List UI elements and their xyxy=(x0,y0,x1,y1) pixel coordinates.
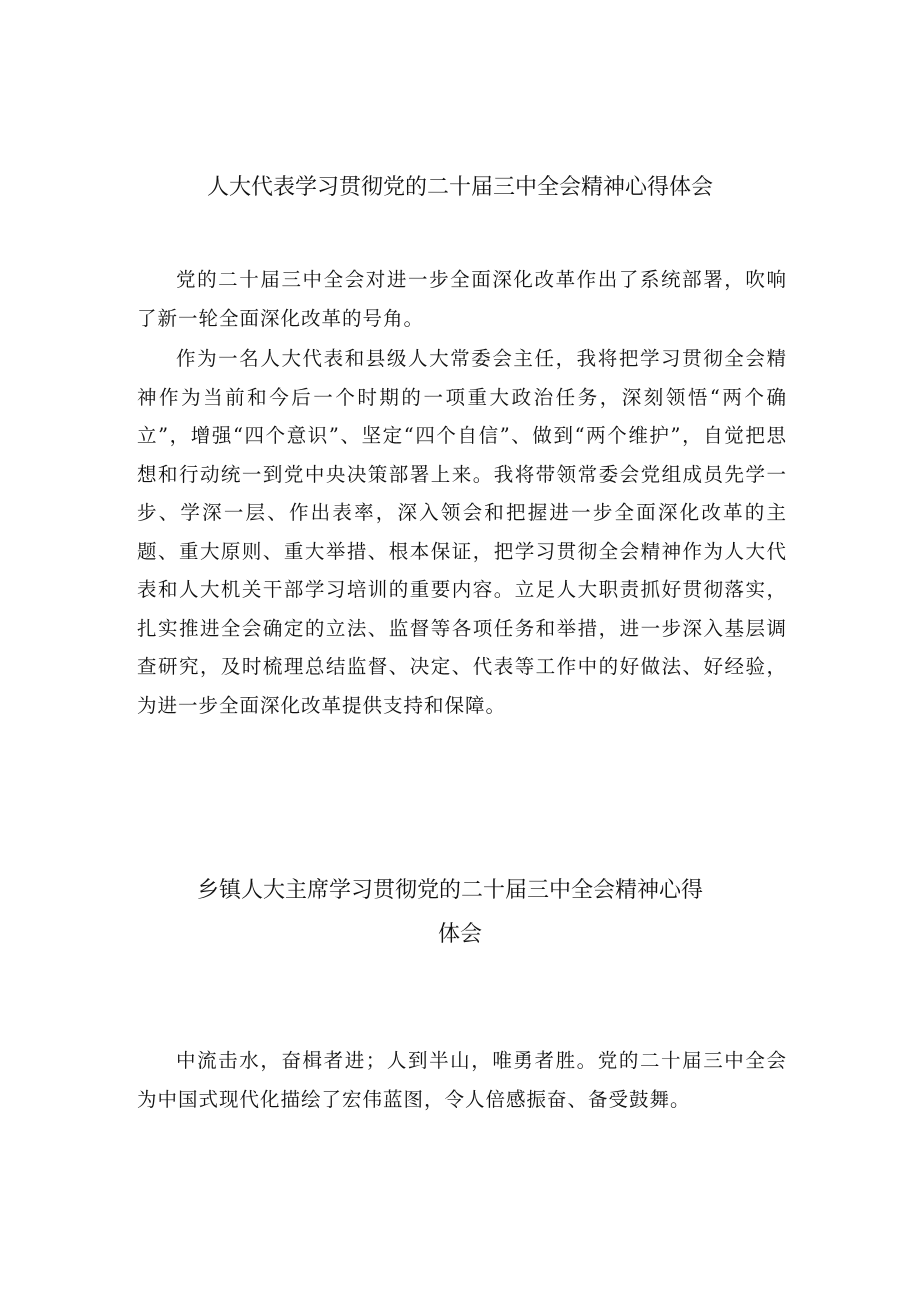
section-1-paragraph-1: 党的二十届三中全会对进一步全面深化改革作出了系统部署，吹响了新一轮全面深化改革的号角。 xyxy=(137,268,787,330)
section-1-paragraph-2: 作为一名人大代表和县级人大常委会主任，我将把学习贯彻全会精神作为当前和今后一个时期的一项重大政治任务，深刻领悟“两个确立”，增强“四个意识”、坚定“四个自信”、做到“两个维护”，自觉把思想和行动统一到党中央决策部署上来。我将带领常委会党组成员先学一步、学深一层、作出表率，深入领会和把握进一步全面深化改革的主题、重大原则、重大举措、根本保证，把学习贯彻全会精神作为人大代表和人大机关干部学习培训的重要内容。立足人大职责抓好贯彻落实，扎实推进全会确定的立法、监督等各项任务和举措，进一步深入基层调查研究，及时梳理总结监督、决定、代表等工作中的好做法、好经验，为进一步全面深化改革提供支持和保障。 xyxy=(137,347,787,717)
section-2-title-line-2: 体会 xyxy=(437,922,482,947)
section-1-title: 人大代表学习贯彻党的二十届三中全会精神心得体会 xyxy=(206,175,713,200)
section-2-paragraph-1: 中流击水，奋楫者进；人到半山，唯勇者胜。党的二十届三中全会为中国式现代化描绘了宏伟蓝图，令人倍感振奋、备受鼓舞。 xyxy=(137,1049,787,1111)
section-2-title-line-1: 乡镇人大主席学习贯彻党的二十届三中全会精神心得 xyxy=(196,878,703,903)
